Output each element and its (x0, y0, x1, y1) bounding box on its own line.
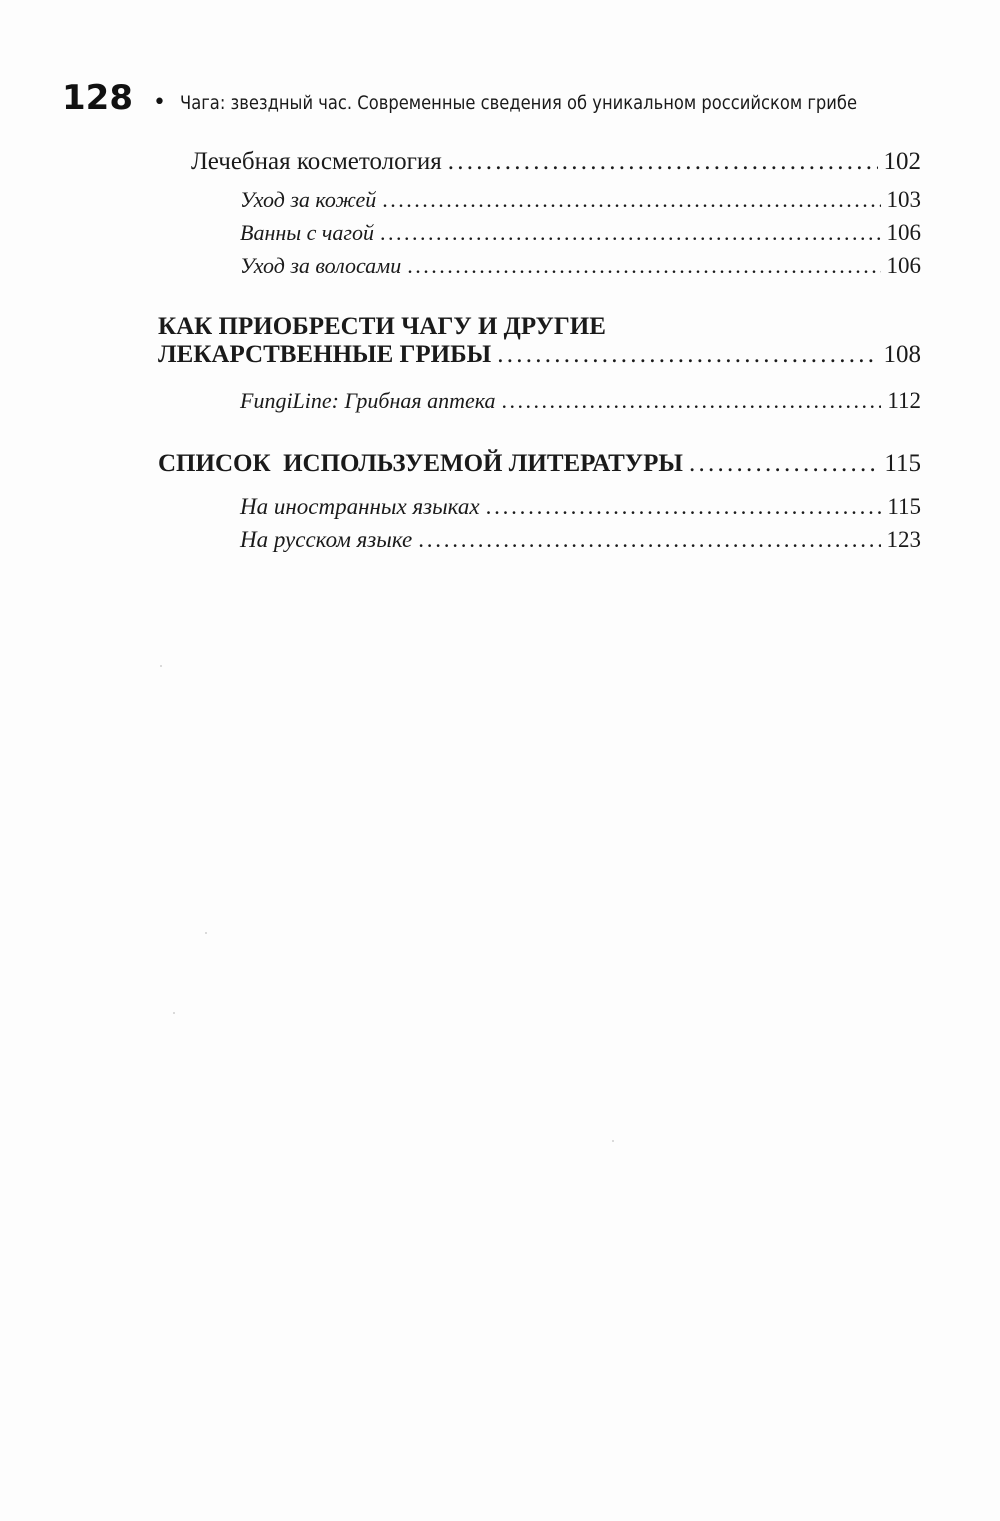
toc-chapter-row (158, 450, 921, 478)
dot-leader (418, 527, 880, 553)
toc-entry-page: 106 (886, 253, 921, 278)
dot-leader (380, 220, 880, 246)
page-header (62, 78, 967, 118)
toc-entry-skin-care (240, 187, 921, 213)
toc-entry-title: FungiLine: Грибная аптека (240, 388, 496, 413)
toc-entry-title: На иностранных языках (240, 494, 480, 519)
toc-entry-baths (240, 220, 921, 246)
bullet-separator: • (152, 90, 166, 115)
toc-entry-cosmetology (191, 148, 921, 176)
toc-entry-russian (240, 527, 921, 553)
toc-entry-page: 112 (887, 388, 921, 413)
paper-speck (205, 932, 207, 934)
running-title: Чага: звездный час. Современные сведения об уникальном российском грибе (179, 92, 858, 114)
toc-entry-page: 103 (886, 187, 921, 212)
toc-chapter-row (158, 341, 921, 369)
toc-entry-hair-care (240, 253, 921, 279)
toc-entry-title: Уход за кожей (240, 187, 377, 212)
toc-entry-title: Ванны с чагой (240, 220, 375, 245)
paper-speck (612, 1140, 614, 1142)
toc-chapter-references (158, 450, 921, 478)
dot-leader (497, 341, 877, 369)
toc-chapter-title-line2: ЛЕКАРСТВЕННЫЕ ГРИБЫ (158, 341, 492, 368)
toc-entry-title: Лечебная косметология (191, 148, 442, 175)
toc-entry-page: 106 (886, 220, 921, 245)
page-number: 128 (62, 78, 133, 118)
paper-speck (173, 1012, 175, 1014)
toc-entry-fungiline (240, 388, 921, 414)
toc-entry-page: 115 (887, 494, 921, 519)
dot-leader (689, 450, 878, 478)
dot-leader (502, 388, 882, 414)
toc-chapter-title-line1: КАК ПРИОБРЕСТИ ЧАГУ И ДРУГИЕ (158, 313, 606, 340)
toc-chapter-title: СПИСОК ИСПОЛЬЗУЕМОЙ ЛИТЕРАТУРЫ (158, 450, 683, 477)
toc-entry-page: 108 (883, 341, 921, 368)
dot-leader (407, 253, 880, 279)
toc-entry-page: 123 (886, 527, 921, 552)
toc-entry-page: 115 (884, 450, 921, 477)
paper-speck (160, 665, 162, 667)
dot-leader (486, 494, 882, 520)
toc-entry-foreign (240, 494, 921, 520)
toc-chapter-how-to-buy (158, 313, 921, 369)
toc-entry-title: Уход за волосами (240, 253, 402, 278)
dot-leader (382, 187, 880, 213)
toc-entry-page: 102 (883, 148, 921, 175)
toc-entry-title: На русском языке (240, 527, 413, 552)
dot-leader (448, 148, 878, 176)
